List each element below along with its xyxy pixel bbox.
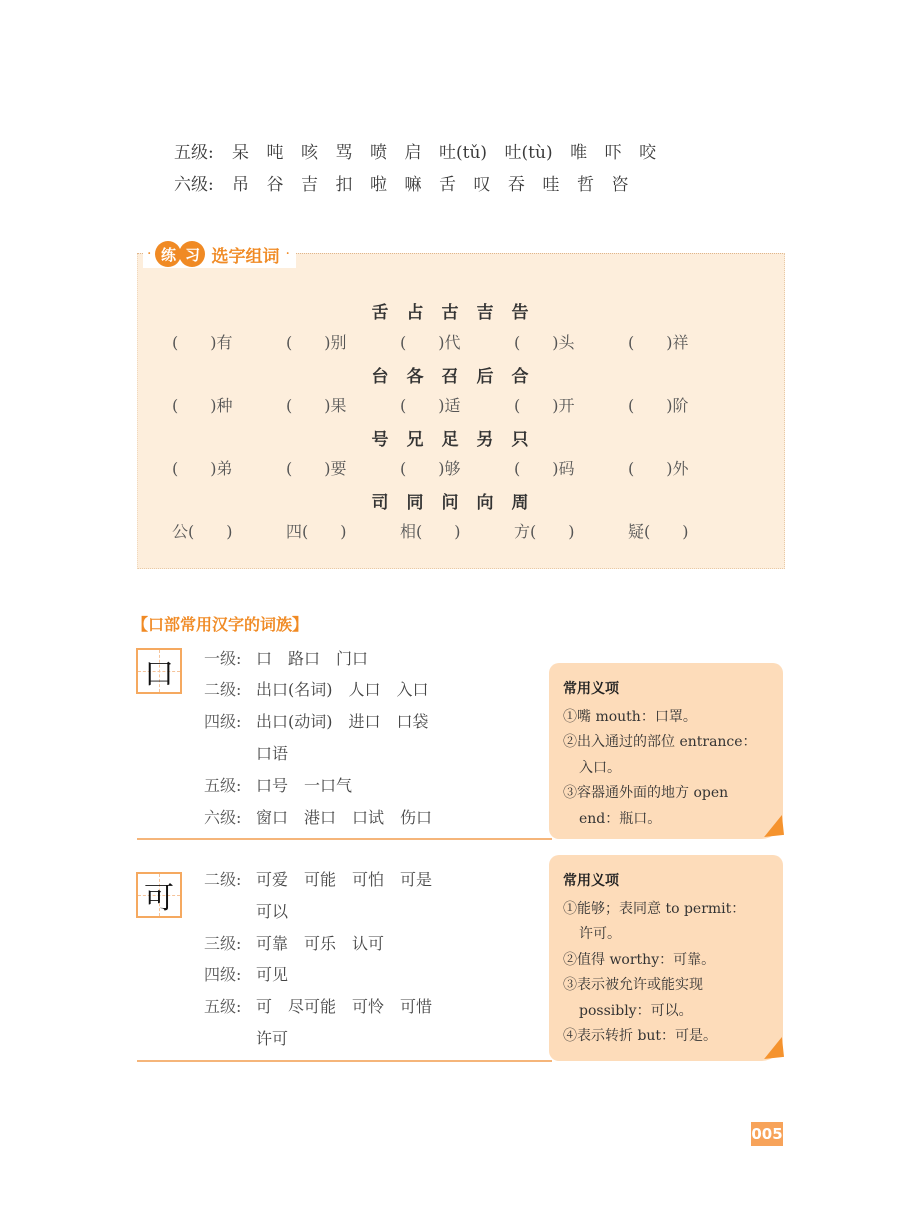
option-char: 向 [476, 493, 494, 513]
option-row [0, 298, 900, 323]
words: 窗口 港口 口试 伤口 [256, 808, 433, 827]
option-char: 合 [511, 367, 529, 387]
word-line [204, 709, 429, 732]
fill-blank[interactable]: ( )阶 [628, 396, 689, 415]
word-line [204, 994, 432, 1017]
option-char: 台 [371, 367, 389, 387]
level-label: 四级: [204, 965, 242, 984]
fill-blank[interactable]: ( )开 [514, 396, 575, 415]
fill-blank[interactable]: ( )代 [400, 333, 461, 352]
char: 吐(tǔ) [439, 143, 488, 163]
note-title: 常用义项 [563, 873, 619, 889]
level-row-6 [174, 170, 646, 195]
fill-blank[interactable]: 公( ) [172, 522, 233, 541]
page-number: 005 [751, 1122, 783, 1146]
note-line: ③表示被允许或能实现 [563, 977, 703, 993]
option-char: 问 [441, 493, 459, 513]
note-line: end：瓶口。 [579, 810, 662, 827]
char: 呆 [232, 143, 249, 163]
char: 吓 [604, 143, 622, 163]
char: 嘛 [404, 175, 422, 195]
option-char: 司 [371, 493, 389, 513]
badge-char: 练 [155, 241, 181, 267]
option-char: 同 [406, 493, 424, 513]
blank-row [172, 393, 742, 416]
char: 吊 [232, 175, 249, 195]
fill-blank[interactable]: 相( ) [400, 522, 461, 541]
fill-blank[interactable]: 疑( ) [628, 522, 689, 541]
word-line [204, 931, 384, 954]
char: 舌 [439, 175, 456, 195]
level-label: 四级: [204, 712, 242, 731]
meaning-note [549, 663, 783, 839]
word-line [204, 899, 288, 922]
section-title: 【口部常用汉字的词族】 [132, 615, 309, 634]
char: 吨 [266, 143, 284, 163]
fill-blank[interactable]: ( )头 [514, 333, 575, 352]
level-label: 二级: [204, 870, 242, 889]
char: 咬 [639, 143, 657, 163]
level-label: 六级: [174, 175, 214, 195]
note-line: 入口。 [579, 759, 621, 776]
option-char: 各 [406, 367, 424, 387]
fill-blank[interactable]: ( )要 [286, 459, 347, 478]
option-char: 吉 [476, 303, 494, 323]
level-label: 二级: [204, 680, 242, 699]
option-char: 舌 [371, 303, 389, 323]
fill-blank[interactable]: 四( ) [286, 522, 347, 541]
fill-blank[interactable]: 方( ) [514, 522, 575, 541]
word-line [204, 677, 429, 700]
words: 出口(动词) 进口 口袋 [256, 712, 429, 731]
note-line: ④表示转折 but：可是。 [563, 1028, 718, 1044]
words: 可以 [256, 902, 289, 921]
fill-blank[interactable]: ( )够 [400, 459, 461, 478]
char: 吐(tù) [504, 143, 553, 163]
char: 启 [404, 143, 422, 163]
word-line [204, 805, 432, 828]
char: 啦 [370, 175, 387, 195]
option-char: 召 [441, 367, 459, 387]
option-char: 后 [476, 367, 494, 387]
blank-row [172, 519, 742, 542]
option-row [0, 362, 900, 387]
divider [137, 1060, 552, 1062]
char: 扣 [335, 175, 353, 195]
char: 咳 [301, 143, 318, 163]
char-grid-box [136, 648, 182, 694]
fill-blank[interactable]: ( )别 [286, 333, 347, 352]
word-line [204, 867, 432, 890]
dot-icon: · [147, 246, 152, 262]
option-char: 古 [441, 303, 459, 323]
note-line: ③容器通外面的地方 open [563, 785, 729, 801]
fill-blank[interactable]: ( )弟 [172, 459, 233, 478]
option-row [0, 425, 900, 450]
meaning-note [549, 855, 783, 1061]
char: 谷 [266, 175, 284, 195]
level-label: 五级: [204, 997, 242, 1016]
char: 咨 [611, 175, 629, 195]
words: 可靠 可乐 认可 [256, 934, 385, 953]
exercise-header [143, 240, 296, 268]
word-line [204, 646, 368, 669]
level-label: 五级: [174, 143, 214, 163]
char: 叹 [473, 175, 491, 195]
word-line [204, 741, 288, 764]
fill-blank[interactable]: ( )适 [400, 396, 461, 415]
option-char: 只 [511, 430, 529, 450]
blank-row [172, 330, 742, 353]
fill-blank[interactable]: ( )种 [172, 396, 233, 415]
exercise-badge [155, 241, 203, 267]
level-label: 五级: [204, 776, 242, 795]
fill-blank[interactable]: ( )有 [172, 333, 233, 352]
words: 可见 [256, 965, 289, 984]
words: 口语 [256, 744, 289, 763]
fill-blank[interactable]: ( )果 [286, 396, 347, 415]
blank-row [172, 456, 742, 479]
level-label: 三级: [204, 934, 242, 953]
option-char: 周 [511, 493, 529, 513]
note-line: ②值得 worthy：可靠。 [563, 951, 716, 968]
char-grid-box [136, 872, 182, 918]
words: 口 路口 门口 [256, 649, 369, 668]
level-label: 六级: [204, 808, 242, 827]
head-char: 口 [144, 657, 174, 692]
words: 出口(名词) 人口 入口 [256, 680, 429, 699]
option-char: 另 [476, 430, 494, 450]
char: 吉 [301, 175, 318, 195]
option-char: 号 [371, 430, 389, 450]
option-row [0, 488, 900, 513]
words: 可爱 可能 可怕 可是 [256, 870, 433, 889]
char: 哲 [577, 175, 594, 195]
words: 可 尽可能 可怜 可惜 [256, 997, 433, 1016]
note-line: ①嘴 mouth：口罩。 [563, 708, 697, 725]
option-char: 足 [441, 430, 459, 450]
page-curl-icon [762, 1037, 784, 1059]
level-row-5 [174, 138, 674, 163]
dot-icon: · [285, 246, 290, 262]
note-line: possibly：可以。 [579, 1002, 693, 1019]
char: 吞 [508, 175, 525, 195]
fill-blank[interactable]: ( )外 [628, 459, 689, 478]
words: 许可 [256, 1029, 289, 1048]
word-line [204, 962, 288, 985]
words: 口号 一口气 [256, 776, 353, 795]
word-line [204, 773, 352, 796]
char: 骂 [335, 143, 353, 163]
option-char: 占 [406, 303, 424, 323]
word-line [204, 1026, 288, 1049]
fill-blank[interactable]: ( )码 [514, 459, 575, 478]
char: 唯 [570, 143, 588, 163]
note-line: 许可。 [579, 926, 621, 942]
page-curl-icon [762, 815, 784, 837]
char: 哇 [542, 175, 560, 195]
badge-char: 习 [179, 241, 205, 267]
fill-blank[interactable]: ( )祥 [628, 333, 689, 352]
note-line: ②出入通过的部位 entrance： [563, 734, 757, 750]
option-char: 告 [511, 303, 529, 323]
char: 喷 [370, 143, 387, 163]
level-label: 一级: [204, 649, 242, 668]
exercise-title: 选字组词 [211, 246, 280, 267]
head-char: 可 [144, 881, 174, 916]
note-line: ①能够；表同意 to permit： [563, 900, 746, 917]
divider [137, 838, 552, 840]
option-char: 兄 [406, 430, 424, 450]
note-title: 常用义项 [563, 681, 619, 697]
